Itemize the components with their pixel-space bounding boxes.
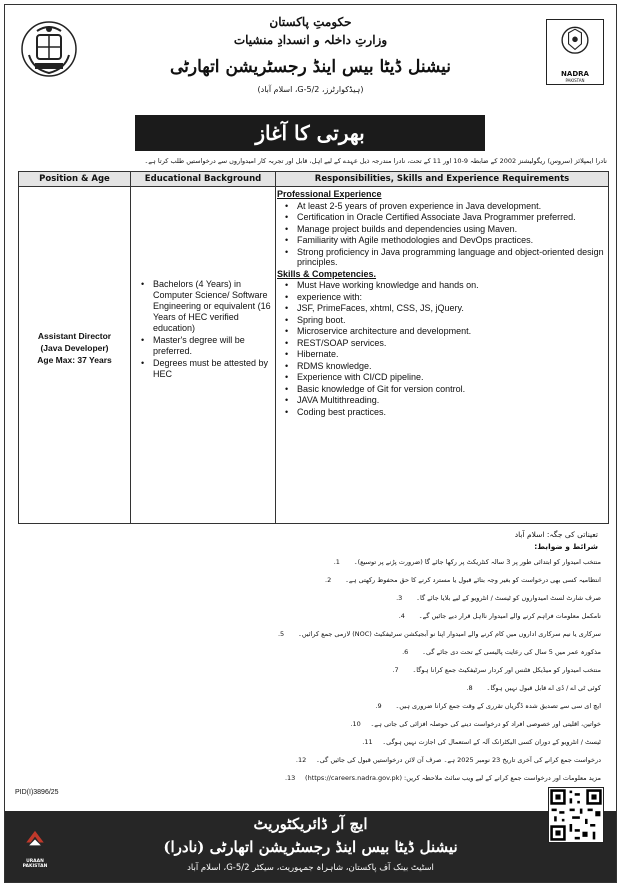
condition-item: مذکورہ عمر میں 5 سال کی رعایت پالیسی کے تحت دی جائے گی۔ 6.: [402, 648, 601, 656]
footer-address: اسٹیٹ بینک آف پاکستان، شاہراہ جمہوریت، سیکٹر G-5/2، اسلام آباد: [187, 863, 434, 873]
education-list: [139, 279, 279, 381]
condition-item: خواتین، اقلیتی اور خصوصی افراد کو درخواست دینے کی حوصلہ افزائی کی جاتی ہے۔ 10.: [350, 720, 601, 728]
skill-item: • Basic knowledge of Git for version control.: [283, 384, 605, 395]
org-title: نیشنل ڈیٹا بیس اینڈ رجسٹریشن اتھارٹی: [169, 57, 452, 77]
education-item: • Bachelors (4 Years) in Computer Science/ Software Engineering or equivalent (16 Years of HEC verified education): [139, 279, 279, 334]
intro-text: نادرا ایمپلائز (سروس) ریگولیشنز 2002 کے ضابطہ 9-10 اور 11 کے تحت، نادرا مندرجہ ذیل عہدے کے لیے اہل، قابل اور تجربہ کار امیدواروں سے درخواستیں طلب کرتا ہے۔: [144, 157, 607, 165]
position-cell: [19, 330, 130, 366]
ministry-title: وزارتِ داخلہ و انسدادِ منشیات: [233, 33, 388, 47]
pid-number: PID(I)3896/25: [15, 789, 59, 796]
condition-item: سرکاری یا نیم سرکاری اداروں میں کام کرنے والے امیدوار اپنا نو آبجیکشن سرٹیفکیٹ (NOC) لازمی جمع کرائیں۔ 5.: [277, 630, 601, 638]
condition-item: صرف شارٹ لسٹ امیدواروں کو ٹیسٹ / انٹرویو کے لیے بلایا جائے گا۔ 3.: [396, 594, 601, 602]
footer-org: نیشنل ڈیٹا بیس اینڈ رجسٹریشن اتھارٹی (نادرا): [163, 838, 458, 856]
education-item: • Degrees must be attested by HEC: [139, 358, 279, 380]
condition-item: نامکمل معلومات فراہم کرنے والے امیدوار نااہل قرار دیے جائیں گے۔ 4.: [398, 612, 601, 620]
experience-item: • Strong proficiency in Java programming language and object-oriented design principles.: [283, 247, 605, 268]
condition-item: منتخب امیدوار کو ابتدائی طور پر 3 سالہ کنٹریکٹ پر رکھا جائے گا (ضرورت پڑنے پر توسیع)۔ 1.: [333, 558, 601, 566]
footer-directorate: ایچ آر ڈائریکٹوریٹ: [253, 815, 368, 833]
experience-item: • At least 2-5 years of proven experience in Java development.: [283, 201, 605, 212]
recruitment-banner: بھرتی کا آغاز: [135, 115, 485, 151]
skill-item: • experience with:: [283, 292, 605, 303]
column-divider: [130, 172, 131, 523]
condition-item: ٹیسٹ / انٹرویو کے دوران کسی الیکٹرانک آلہ کے استعمال کی اجازت نہیں ہوگی۔ 11.: [362, 738, 601, 746]
qr-code-icon[interactable]: [548, 787, 604, 843]
job-advertisement: [4, 4, 617, 883]
conditions-heading: شرائط و ضوابط:: [534, 542, 598, 551]
nadra-emblem-icon: [547, 20, 603, 66]
posting-place: تعیناتی کی جگہ: اسلام آباد: [514, 530, 598, 539]
position-subtitle: (Java Developer): [40, 343, 109, 353]
header-education: Educational Background: [131, 172, 275, 187]
condition-item: مزید معلومات اور درخواست جمع کرانے کے لیے ویب سائٹ ملاحظہ کریں: (https://careers.nadra.gov.pk) 13.: [284, 774, 601, 782]
skills-heading: Skills & Competencies.: [277, 268, 377, 279]
govt-title: حکومتِ پاکستان: [269, 15, 352, 29]
uraan-pakistan-text: URAAN PAKISTAN: [22, 859, 48, 869]
experience-item: • Manage project builds and dependencies using Maven.: [283, 224, 605, 235]
nadra-logo-subtext: PAKISTAN: [565, 78, 585, 83]
skill-item: • JSF, PrimeFaces, xhtml, CSS, JS, jQuery.: [283, 303, 605, 314]
experience-list: [277, 201, 605, 268]
requirements-cell: [277, 188, 605, 418]
skill-item: • Hibernate.: [283, 349, 605, 360]
nadra-logo-text: NADRA: [561, 70, 589, 78]
condition-item: درخواست جمع کرانے کی آخری تاریخ 23 نومبر 2025 ہے۔ صرف آن لائن درخواستیں قبول کی جائیں گی۔ 12.: [295, 756, 601, 764]
skill-item: • REST/SOAP services.: [283, 338, 605, 349]
condition-item: منتخب امیدوار کو میڈیکل فٹنس اور کردار سرٹیفکیٹ جمع کرانا ہوگا۔ 7.: [392, 666, 601, 674]
header-position: Position & Age: [19, 172, 130, 187]
skill-item: • JAVA Multithreading.: [283, 395, 605, 406]
skill-item: • Microservice architecture and development.: [283, 326, 605, 337]
skill-item: • Experience with CI/CD pipeline.: [283, 372, 605, 383]
experience-heading: Professional Experience: [277, 189, 382, 199]
position-title: Assistant Director: [37, 331, 112, 341]
header-requirements: Responsibilities, Skills and Experience Requirements: [276, 172, 608, 187]
nadra-logo: [546, 19, 604, 85]
hq-address: (ہیڈکوارٹرز، G-5/2، اسلام آباد): [257, 85, 364, 94]
experience-item: • Certification in Oracle Certified Associate Java Programmer preferred.: [283, 212, 605, 223]
footer: [5, 811, 616, 882]
skill-item: • Spring boot.: [283, 315, 605, 326]
job-table: [18, 171, 609, 524]
skill-item: • RDMS knowledge.: [283, 361, 605, 372]
header: [5, 5, 616, 103]
skills-list: [277, 280, 605, 417]
education-item: • Master's degree will be preferred.: [139, 335, 279, 357]
condition-item: انتظامیہ کسی بھی درخواست کو بغیر وجہ بتائے قبول یا مسترد کرنے کا حق محفوظ رکھتی ہے۔ 2.: [325, 576, 601, 584]
condition-item: کوئی ٹی اے / ڈی اے قابل قبول نہیں ہوگا۔ 8.: [466, 684, 601, 692]
experience-item: • Familiarity with Agile methodologies and DevOps practices.: [283, 235, 605, 246]
condition-item: ایچ ای سی سے تصدیق شدہ ڈگریاں تقرری کے وقت جمع کرانا ضروری ہیں۔ 9.: [375, 702, 601, 710]
skill-item: • Must Have working knowledge and hands on.: [283, 280, 605, 291]
position-age: Age Max: 37 Years: [37, 355, 112, 365]
skill-item: • Coding best practices.: [283, 407, 605, 418]
